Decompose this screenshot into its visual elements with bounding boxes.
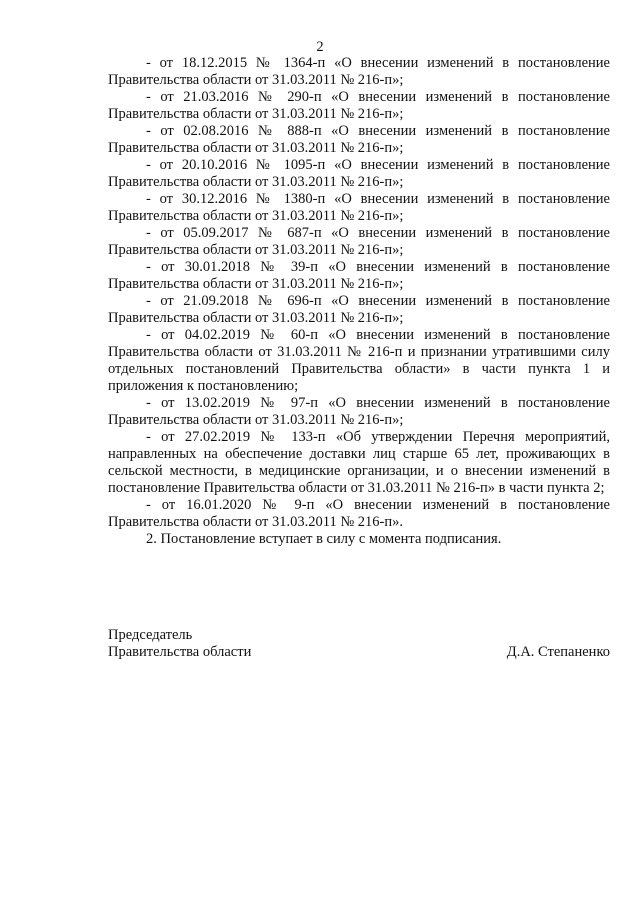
list-item: - от 16.01.2020 № 9-п «О внесении изменений в постановление Правительства области от 31.03.2011 № 216-п». [108,497,610,530]
list-item: - от 20.10.2016 № 1095-п «О внесении изменений в постановление Правительства области от 31.03.2011 № 216-п»; [108,157,610,190]
list-item: - от 30.01.2018 № 39-п «О внесении изменений в постановление Правительства области от 31.03.2011 № 216-п»; [108,259,610,292]
list-item: - от 05.09.2017 № 687-п «О внесении изменений в постановление Правительства области от 31.03.2011 № 216-п»; [108,225,610,258]
signatory-title-line1: Председатель [108,627,193,643]
list-item: - от 18.12.2015 № 1364-п «О внесении изменений в постановление Правительства области от 31.03.2011 № 216-п»; [108,55,610,88]
list-item: - от 30.12.2016 № 1380-п «О внесении изменений в постановление Правительства области от 31.03.2011 № 216-п»; [108,191,610,224]
signature-row [108,644,610,661]
signature-block [108,627,610,661]
list-item: - от 27.02.2019 № 133-п «Об утверждении Перечня мероприятий, направленных на обеспечение доставки лиц старше 65 лет, проживающих в сельской местности, в медицинские организации, и о внесении изменений в постановление Правительства области от 31.03.2011 № 216-п» в части пункта 2; [108,429,610,496]
document-body [108,55,610,548]
signatory-name: Д.А. Степаненко [506,644,610,660]
page-number: 2 [316,39,324,55]
list-item: - от 02.08.2016 № 888-п «О внесении изменений в постановление Правительства области от 31.03.2011 № 216-п»; [108,123,610,156]
list-item: - от 21.09.2018 № 696-п «О внесении изменений в постановление Правительства области от 31.03.2011 № 216-п»; [108,293,610,326]
signatory-title-line2: Правительства области [108,644,252,660]
closing-clause: 2. Постановление вступает в силу с момента подписания. [146,531,502,547]
list-item: - от 04.02.2019 № 60-п «О внесении изменений в постановление Правительства области от 31.03.2011 № 216-п и признании утратившими силу отдельных постановлений Правительства области» в части пункта 1 и приложения к постановлению; [108,327,610,394]
list-item: - от 21.03.2016 № 290-п «О внесении изменений в постановление Правительства области от 31.03.2011 № 216-п»; [108,89,610,122]
list-item: - от 13.02.2019 № 97-п «О внесении изменений в постановление Правительства области от 31.03.2011 № 216-п»; [108,395,610,428]
